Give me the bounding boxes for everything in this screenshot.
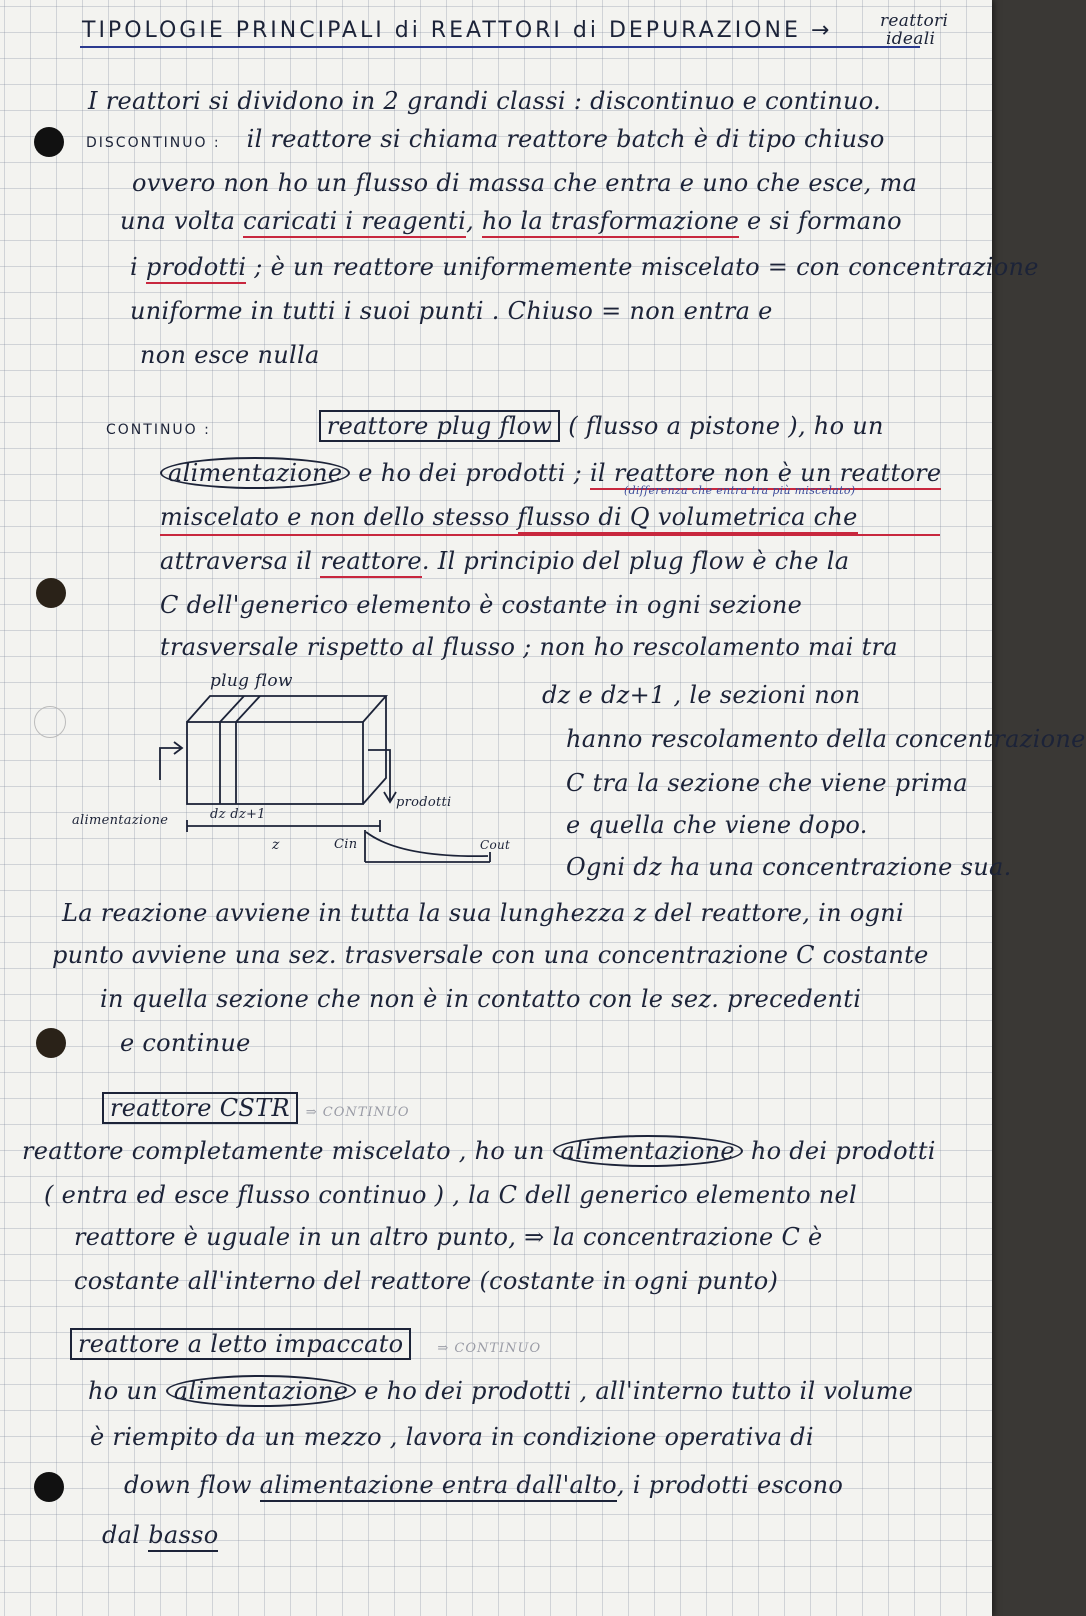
cstr-line-3: reattore è uguale in un altro punto, ⇒ la concentrazione C è — [74, 1223, 823, 1251]
highlight-prodotti: prodotti — [146, 253, 246, 284]
title-side-note — [880, 12, 948, 48]
diagram-label-left: alimentazione — [72, 813, 169, 828]
text-fragment: dal — [102, 1521, 149, 1549]
circled-alimentazione: alimentazione — [553, 1135, 743, 1167]
continuo-right-3: C tra la sezione che viene prima — [566, 769, 968, 797]
packed-line-4 — [102, 1520, 218, 1550]
text-fragment: e ho dei prodotti ; — [350, 459, 590, 487]
continuo-line-5: C dell'generico elemento è costante in ogni sezione — [160, 591, 803, 619]
plug-flow-diagram — [60, 671, 520, 894]
side-note-1: reattori — [880, 11, 949, 31]
text-fragment: i — [130, 253, 146, 281]
underlined-down-flow: alimentazione entra dall'alto — [260, 1471, 617, 1502]
boxed-cstr: reattore CSTR — [102, 1092, 298, 1124]
packed-line-2: è riempito da un mezzo , lavora in condizione operativa di — [90, 1423, 814, 1451]
punch-hole — [36, 1028, 66, 1058]
highlight-flusso-volumetrica: flusso di Q volumetrica che — [518, 503, 858, 534]
text-fragment: , i prodotti escono — [616, 1471, 844, 1499]
packed-heading — [70, 1328, 541, 1364]
discontinuo-line-5: uniforme in tutti i suoi punti . Chiuso = non entra e — [130, 297, 773, 325]
discontinuo-label: DISCONTINUO : — [86, 135, 221, 151]
underlined-basso: basso — [148, 1521, 218, 1552]
punch-hole — [34, 1472, 64, 1502]
page-title — [82, 16, 832, 46]
continuo-para-1: La reazione avviene in tutta la sua lunghezza z del reattore, in ogni — [62, 899, 904, 927]
continuo-label: CONTINUO : — [106, 422, 211, 438]
plug-flow-sketch — [60, 680, 520, 890]
highlight-reattore: reattore — [320, 547, 422, 578]
text-fragment: , — [466, 207, 482, 235]
intro-classes: discontinuo e continuo. — [590, 87, 882, 115]
cstr-line-1 — [22, 1136, 936, 1166]
circled-alimentazione: alimentazione — [160, 457, 350, 489]
reactor-top-face — [187, 696, 386, 722]
title-text: TIPOLOGIE PRINCIPALI di REATTORI di DEPURAZIONE — [82, 18, 801, 43]
continuo-right-5: Ogni dz ha una concentrazione sua. — [566, 853, 1012, 881]
text-fragment: e ho dei prodotti , all'interno tutto il volume — [356, 1377, 914, 1405]
cstr-line-4: costante all'interno del reattore (costante in ogni punto) — [74, 1267, 779, 1295]
discontinuo-line-6: non esce nulla — [140, 341, 320, 369]
boxed-packed-bed: reattore a letto impaccato — [70, 1328, 411, 1360]
circled-alimentazione: alimentazione — [166, 1375, 356, 1407]
reactor-front-face — [187, 722, 363, 804]
intro-line — [88, 86, 881, 116]
continuo-para-2: punto avviene una sez. trasversale con una concentrazione C costante — [52, 941, 929, 969]
continuo-right-4: e quella che viene dopo. — [566, 811, 868, 839]
inlet-arrow — [160, 748, 182, 780]
cstr-heading — [102, 1092, 410, 1128]
conc-curve — [366, 832, 488, 856]
side-note-2: ideali — [886, 29, 936, 49]
text-fragment: ( flusso a pistone ), ho un — [560, 412, 884, 440]
diagram-label-top: plug flow — [210, 671, 293, 691]
continuo-line-1 — [106, 410, 884, 445]
continuo-para-4: e continue — [120, 1029, 251, 1057]
discontinuo-text: il reattore si chiama reattore batch è di tipo chiuso — [246, 125, 885, 153]
highlight-trasformazione: ho la trasformazione — [482, 207, 739, 238]
continuo-right-2: hanno rescolamento della concentrazione — [566, 725, 1086, 753]
text-fragment: ; è un reattore uniformemente miscelato = con concentrazione — [246, 253, 1039, 281]
highlight-reagenti: caricati i reagenti — [243, 207, 466, 238]
diagram-label-cin: Cin — [334, 837, 358, 852]
text-fragment: una volta — [120, 207, 244, 235]
text-fragment: e si formano — [739, 207, 902, 235]
diagram-label-dz: dz dz+1 — [210, 807, 266, 822]
title-underline — [80, 46, 920, 48]
arrow-right-icon: → — [810, 18, 833, 43]
diagram-label-z: z — [272, 837, 280, 853]
punch-hole — [34, 127, 64, 157]
packed-line-3 — [124, 1470, 843, 1500]
diagram-label-cout: Cout — [480, 838, 511, 852]
discontinuo-line-3 — [120, 206, 902, 236]
packed-line-1 — [88, 1376, 913, 1406]
cstr-line-2: ( entra ed esce flusso continuo ) , la C dell generico elemento nel — [44, 1181, 858, 1209]
highlight-non-miscelato: il reattore non è un reattore — [590, 459, 941, 490]
text-fragment: down flow — [124, 1471, 260, 1499]
boxed-plug-flow: reattore plug flow — [319, 410, 560, 442]
continuo-line-4 — [160, 546, 849, 576]
continuo-line-3 — [160, 502, 858, 532]
discontinuo-line-1 — [86, 124, 885, 158]
red-underline-row — [160, 534, 940, 536]
intro-text: I reattori si dividono in 2 grandi classi : — [88, 87, 591, 115]
discontinuo-line-2: ovvero non ho un flusso di massa che entra e uno che esce, ma — [132, 169, 918, 197]
text-fragment: ho un — [88, 1377, 166, 1405]
discontinuo-line-4 — [130, 252, 1039, 282]
text-fragment: reattore completamente miscelato , ho un — [22, 1137, 553, 1165]
packed-faint-note: ⇒ CONTINUO — [437, 1341, 542, 1356]
text-fragment: ho dei prodotti — [742, 1137, 936, 1165]
text-fragment: attraversa il — [160, 547, 321, 575]
continuo-para-3: in quella sezione che non è in contatto con le sez. precedenti — [100, 985, 862, 1013]
continuo-note: (differenza che entra tra più miscelato) — [624, 484, 856, 497]
punch-hole — [36, 578, 66, 608]
cstr-faint-note: ⇒ CONTINUO — [305, 1105, 410, 1120]
text-fragment: miscelato e non dello stesso — [160, 503, 518, 531]
continuo-right-1: dz e dz+1 , le sezioni non — [542, 681, 861, 709]
continuo-line-6: trasversale rispetto al flusso ; non ho rescolamento mai tra — [160, 633, 898, 661]
text-fragment: . Il principio del plug flow è che la — [421, 547, 850, 575]
diagram-label-right: prodotti — [396, 795, 452, 810]
